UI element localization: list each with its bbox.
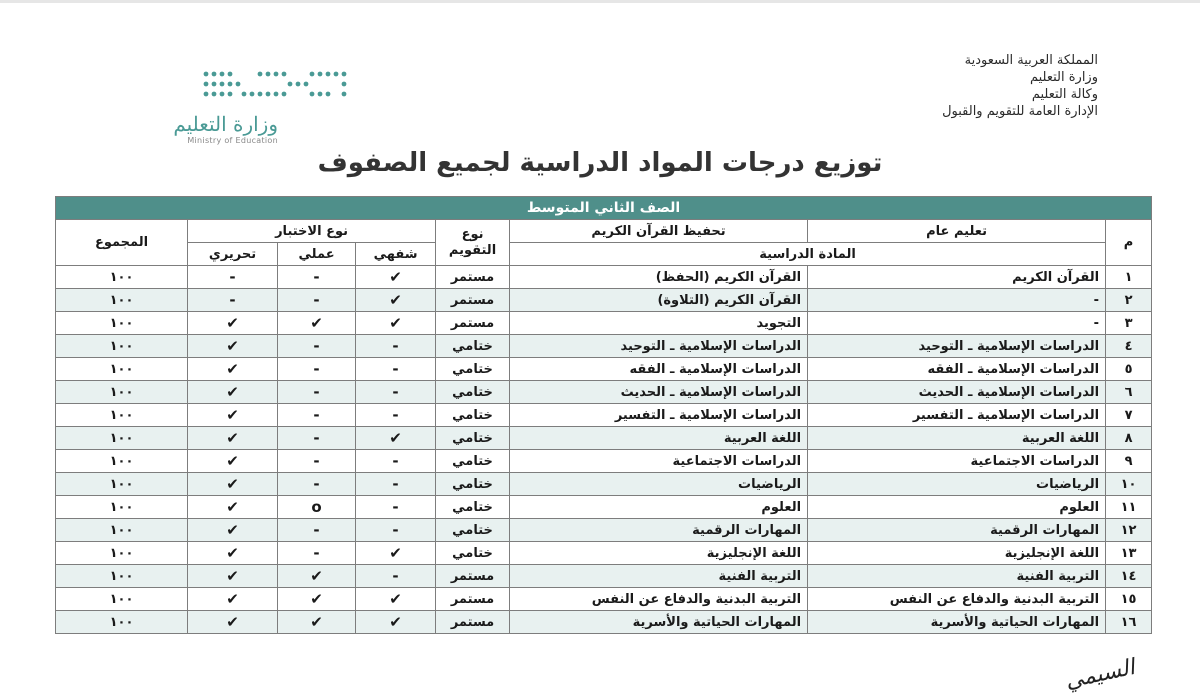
table-row (56, 266, 1152, 289)
eval-type: ختامي (436, 496, 510, 519)
oral-mark: ✔ (356, 266, 436, 289)
written-mark: ✔ (188, 404, 278, 427)
oral-mark: - (356, 358, 436, 381)
general-subject: التربية البدنية والدفاع عن النفس (808, 588, 1106, 611)
grades-body (56, 266, 1152, 634)
row-index: ٥ (1106, 358, 1152, 381)
written-mark: ✔ (188, 588, 278, 611)
practical-mark: - (278, 289, 356, 312)
row-index: ٣ (1106, 312, 1152, 335)
row-index: ١٣ (1106, 542, 1152, 565)
row-index: ٧ (1106, 404, 1152, 427)
eval-type: ختامي (436, 542, 510, 565)
practical-mark: - (278, 473, 356, 496)
table-row (56, 450, 1152, 473)
oral-mark: - (356, 404, 436, 427)
table-row (56, 542, 1152, 565)
row-index: ٤ (1106, 335, 1152, 358)
general-subject: الدراسات الإسلامية ـ الحديث (808, 381, 1106, 404)
written-mark: - (188, 266, 278, 289)
oral-mark: - (356, 450, 436, 473)
oral-mark: - (356, 381, 436, 404)
total-score: ١٠٠ (56, 289, 188, 312)
written-mark: ✔ (188, 565, 278, 588)
written-mark: ✔ (188, 335, 278, 358)
general-subject: الرياضيات (808, 473, 1106, 496)
written-mark: ✔ (188, 611, 278, 634)
general-subject: - (808, 312, 1106, 335)
written-mark: ✔ (188, 496, 278, 519)
quran-subject: المهارات الرقمية (510, 519, 808, 542)
eval-type: ختامي (436, 335, 510, 358)
row-index: ١٦ (1106, 611, 1152, 634)
table-row (56, 358, 1152, 381)
written-mark: ✔ (188, 450, 278, 473)
oral-mark: ✔ (356, 427, 436, 450)
eval-type: مستمر (436, 289, 510, 312)
practical-mark: ✔ (278, 312, 356, 335)
eval-type: مستمر (436, 565, 510, 588)
practical-mark: o (278, 496, 356, 519)
table-row (56, 335, 1152, 358)
eval-type: مستمر (436, 588, 510, 611)
practical-mark: - (278, 381, 356, 404)
written-mark: ✔ (188, 473, 278, 496)
header-line-department: الإدارة العامة للتقويم والقبول (942, 104, 1098, 119)
total-score: ١٠٠ (56, 588, 188, 611)
general-subject: - (808, 289, 1106, 312)
general-subject: الدراسات الإسلامية ـ الفقه (808, 358, 1106, 381)
total-score: ١٠٠ (56, 565, 188, 588)
quran-subject: الرياضيات (510, 473, 808, 496)
quran-subject: الدراسات الإسلامية ـ الفقه (510, 358, 808, 381)
practical-mark: - (278, 358, 356, 381)
written-mark: - (188, 289, 278, 312)
quran-subject: التربية البدنية والدفاع عن النفس (510, 588, 808, 611)
header-general: تعليم عام (808, 220, 1106, 243)
table-row (56, 519, 1152, 542)
table-row (56, 565, 1152, 588)
general-subject: العلوم (808, 496, 1106, 519)
quran-subject: المهارات الحياتية والأسرية (510, 611, 808, 634)
table-row (56, 381, 1152, 404)
eval-type: ختامي (436, 450, 510, 473)
header-line-country: المملكة العربية السعودية (964, 53, 1098, 68)
ministry-logo (128, 68, 348, 148)
quran-subject: الدراسات الإسلامية ـ التفسير (510, 404, 808, 427)
practical-mark: ✔ (278, 565, 356, 588)
header-subject: المادة الدراسية (510, 243, 1106, 266)
eval-type: ختامي (436, 427, 510, 450)
header-index: م (1106, 220, 1152, 266)
written-mark: ✔ (188, 358, 278, 381)
total-score: ١٠٠ (56, 358, 188, 381)
row-index: ٩ (1106, 450, 1152, 473)
ministry-header (942, 52, 1098, 120)
row-index: ٨ (1106, 427, 1152, 450)
header-exam-type: نوع الاختبار (188, 220, 436, 243)
table-row (56, 473, 1152, 496)
total-score: ١٠٠ (56, 611, 188, 634)
practical-mark: - (278, 519, 356, 542)
written-mark: ✔ (188, 542, 278, 565)
general-subject: اللغة العربية (808, 427, 1106, 450)
total-score: ١٠٠ (56, 381, 188, 404)
total-score: ١٠٠ (56, 542, 188, 565)
total-score: ١٠٠ (56, 427, 188, 450)
table-row (56, 289, 1152, 312)
grade-label: الصف الثاني المتوسط (56, 197, 1152, 220)
total-score: ١٠٠ (56, 519, 188, 542)
practical-mark: ✔ (278, 588, 356, 611)
eval-type: مستمر (436, 266, 510, 289)
quran-subject: العلوم (510, 496, 808, 519)
quran-subject: الدراسات الإسلامية ـ التوحيد (510, 335, 808, 358)
written-mark: ✔ (188, 312, 278, 335)
oral-mark: ✔ (356, 611, 436, 634)
oral-mark: ✔ (356, 542, 436, 565)
total-score: ١٠٠ (56, 450, 188, 473)
table-row (56, 496, 1152, 519)
practical-mark: - (278, 335, 356, 358)
header-total: المجموع (56, 220, 188, 266)
eval-type: ختامي (436, 381, 510, 404)
oral-mark: - (356, 519, 436, 542)
table-row (56, 588, 1152, 611)
row-index: ١٤ (1106, 565, 1152, 588)
oral-mark: ✔ (356, 312, 436, 335)
total-score: ١٠٠ (56, 266, 188, 289)
written-mark: ✔ (188, 427, 278, 450)
total-score: ١٠٠ (56, 335, 188, 358)
header-line-agency: وكالة التعليم (1031, 87, 1098, 102)
logo-dots-icon (200, 68, 350, 104)
table-row (56, 404, 1152, 427)
header-eval-type: نوع التقويم (436, 220, 510, 266)
general-subject: القرآن الكريم (808, 266, 1106, 289)
row-index: ١٥ (1106, 588, 1152, 611)
oral-mark: ✔ (356, 289, 436, 312)
table-row (56, 611, 1152, 634)
header-written: تحريري (188, 243, 278, 266)
written-mark: ✔ (188, 381, 278, 404)
logo-arabic-text: وزارة التعليم (173, 112, 278, 136)
eval-type: ختامي (436, 519, 510, 542)
top-divider (0, 0, 1200, 3)
general-subject: التربية الفنية (808, 565, 1106, 588)
general-subject: الدراسات الإسلامية ـ التوحيد (808, 335, 1106, 358)
header-quran: تحفيظ القرآن الكريم (510, 220, 808, 243)
header-line-ministry: وزارة التعليم (1029, 70, 1098, 85)
row-index: ١ (1106, 266, 1152, 289)
quran-subject: القرآن الكريم (التلاوة) (510, 289, 808, 312)
general-subject: المهارات الحياتية والأسرية (808, 611, 1106, 634)
general-subject: المهارات الرقمية (808, 519, 1106, 542)
quran-subject: الدراسات الإسلامية ـ الحديث (510, 381, 808, 404)
written-mark: ✔ (188, 519, 278, 542)
practical-mark: ✔ (278, 611, 356, 634)
oral-mark: - (356, 473, 436, 496)
oral-mark: ✔ (356, 588, 436, 611)
row-index: ١٢ (1106, 519, 1152, 542)
quran-subject: التجويد (510, 312, 808, 335)
oral-mark: - (356, 496, 436, 519)
row-index: ١١ (1106, 496, 1152, 519)
row-index: ١٠ (1106, 473, 1152, 496)
total-score: ١٠٠ (56, 496, 188, 519)
header-oral: شفهي (356, 243, 436, 266)
table-row (56, 427, 1152, 450)
eval-type: ختامي (436, 404, 510, 427)
quran-subject: الدراسات الاجتماعية (510, 450, 808, 473)
practical-mark: - (278, 266, 356, 289)
total-score: ١٠٠ (56, 404, 188, 427)
practical-mark: - (278, 542, 356, 565)
row-index: ٦ (1106, 381, 1152, 404)
grades-table (55, 196, 1152, 634)
eval-type: مستمر (436, 312, 510, 335)
total-score: ١٠٠ (56, 312, 188, 335)
header-practical: عملي (278, 243, 356, 266)
eval-type: ختامي (436, 358, 510, 381)
total-score: ١٠٠ (56, 473, 188, 496)
row-index: ٢ (1106, 289, 1152, 312)
oral-mark: - (356, 335, 436, 358)
signature: السيمي (1063, 654, 1137, 695)
oral-mark: - (356, 565, 436, 588)
general-subject: الدراسات الاجتماعية (808, 450, 1106, 473)
practical-mark: - (278, 427, 356, 450)
general-subject: اللغة الإنجليزية (808, 542, 1106, 565)
eval-type: ختامي (436, 473, 510, 496)
eval-type: مستمر (436, 611, 510, 634)
practical-mark: - (278, 404, 356, 427)
page-title: توزيع درجات المواد الدراسية لجميع الصفوف (317, 148, 883, 178)
quran-subject: اللغة العربية (510, 427, 808, 450)
table-row (56, 312, 1152, 335)
quran-subject: اللغة الإنجليزية (510, 542, 808, 565)
quran-subject: التربية الفنية (510, 565, 808, 588)
general-subject: الدراسات الإسلامية ـ التفسير (808, 404, 1106, 427)
practical-mark: - (278, 450, 356, 473)
logo-english-text: Ministry of Education (187, 136, 278, 145)
quran-subject: القرآن الكريم (الحفظ) (510, 266, 808, 289)
